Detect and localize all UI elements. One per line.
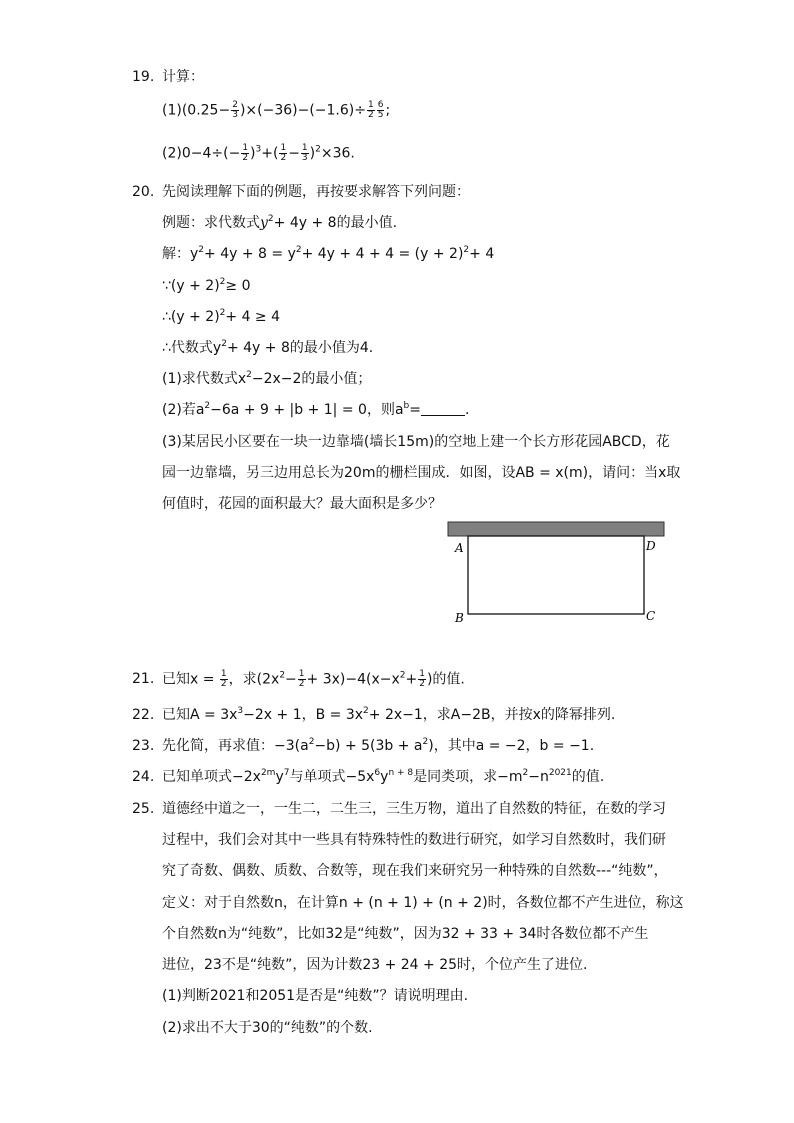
q20-part-3-line-3: 何值时，花园的面积最大？最大面积是多少？ <box>162 496 442 512</box>
q20-step-3: ∴代数式$y^2+ 4y + 8$的最小值为4. <box>162 339 374 356</box>
question-title: 计算： <box>162 69 204 85</box>
q23-text: 先化简，再求值：$-3(a^2-b) + 5(3b + a^2)$，其中a = −2，b = −1. <box>162 737 595 754</box>
question-number: 23. <box>132 738 155 754</box>
question-number: 22. <box>132 707 155 723</box>
q19-part-1: (1)(0.25− $\frac{2}{3}$ )×(−36)−(−1.6)÷ $\frac{1}{2}$ $\frac{6}{5}$ ; <box>162 100 391 120</box>
question-number: 19. <box>132 69 155 85</box>
q21-text: 已知x = $\frac{1}{2}$ ，求($2x^2-$ $\frac{1}{2}$ + $3x)-4(x-x^2+$ $\frac{1}{2}$ )的值. <box>162 669 465 689</box>
vertex-c-label: C <box>646 609 656 623</box>
q20-part-2: (2)若$a^2-6a + 9 + |b + 1| = 0$，则$a^b=$ . <box>162 401 470 418</box>
q25-part-1: (1)判断2021和2051是否是“纯数”？请说明理由. <box>162 988 469 1004</box>
q20-intro: 先阅读理解下面的例题，再按要求解答下列问题： <box>162 184 470 200</box>
q25-line-4: 定义：对于自然数n，在计算n + (n + 1) + (n + 2)时，各数位都不产生进位，称这 <box>162 895 684 911</box>
q20-part-3-line-1: (3)某居民小区要在一块一边靠墙(墙长15m)的空地上建一个长方形花园ABCD，花 <box>162 434 670 450</box>
answer-blank <box>421 403 465 416</box>
garden-figure <box>440 520 670 630</box>
q25-line-2: 过程中，我们会对其中一些具有特殊特性的数进行研究，如学习自然数时，我们研 <box>162 832 666 848</box>
vertex-b-label: B <box>455 611 464 625</box>
q25-line-6: 进位，23不是“纯数”，因为计数23 + 24 + 25时，个位产生了进位. <box>162 957 588 973</box>
q20-step-1: ∵(y + 2)$^2$≥ 0 <box>162 277 251 294</box>
question-number: 21. <box>132 671 155 687</box>
question-number: 24. <box>132 769 155 785</box>
question-number: 25. <box>132 801 155 817</box>
q20-step-2: ∴(y + 2)$^2$+ 4 ≥ 4 <box>162 308 281 325</box>
q20-example: 例题：求代数式$y^2+ 4y + 8$的最小值. <box>162 214 398 231</box>
q20-solution: 解：$y^2+ 4y + 8 = y^2+ 4y + 4 + 4 = (y + 2)^2+ 4$ <box>162 245 495 262</box>
vertex-d-label: D <box>646 539 656 553</box>
q25-line-1: 道德经中道之一，一生二，二生三，三生万物，道出了自然数的特征，在数的学习 <box>162 801 666 817</box>
q24-text: 已知单项式$-2x^{2m}y^7$与单项式$-5x^6y^{n + 8}$是同类项，求$-m^2-n^{2021}$的值. <box>162 768 605 785</box>
question-number: 20. <box>132 184 155 200</box>
q20-part-3-line-2: 园一边靠墙，另三边用总长为20m的栅栏围成．如图，设AB = x(m)，请问：当x取 <box>162 465 681 481</box>
wall <box>448 522 664 536</box>
q25-part-2: (2)求出不大于30的“纯数”的个数. <box>162 1020 373 1036</box>
q19-part-2: (2)0−4÷(− $\frac{1}{2}$ )$^3$+( $\frac{1}{2}$ − $\frac{1}{3}$ )$^2$×36. <box>162 143 355 163</box>
q25-line-5: 个自然数n为“纯数”，比如32是“纯数”，因为32 + 33 + 34时各数位都不产生 <box>162 926 649 942</box>
garden-rectangle <box>468 536 644 614</box>
q22-text: 已知$A = 3x^3-2x + 1$，$B = 3x^2+ 2x-1$，求A−2B，并按x的降幂排列. <box>162 706 616 723</box>
vertex-a-label: A <box>455 541 464 555</box>
q20-part-1: (1)求代数式$x^2-2x-2$的最小值； <box>162 370 372 387</box>
q25-line-3: 究了奇数、偶数、质数、合数等，现在我们来研究另一种特殊的自然数---“纯数”， <box>162 863 668 879</box>
